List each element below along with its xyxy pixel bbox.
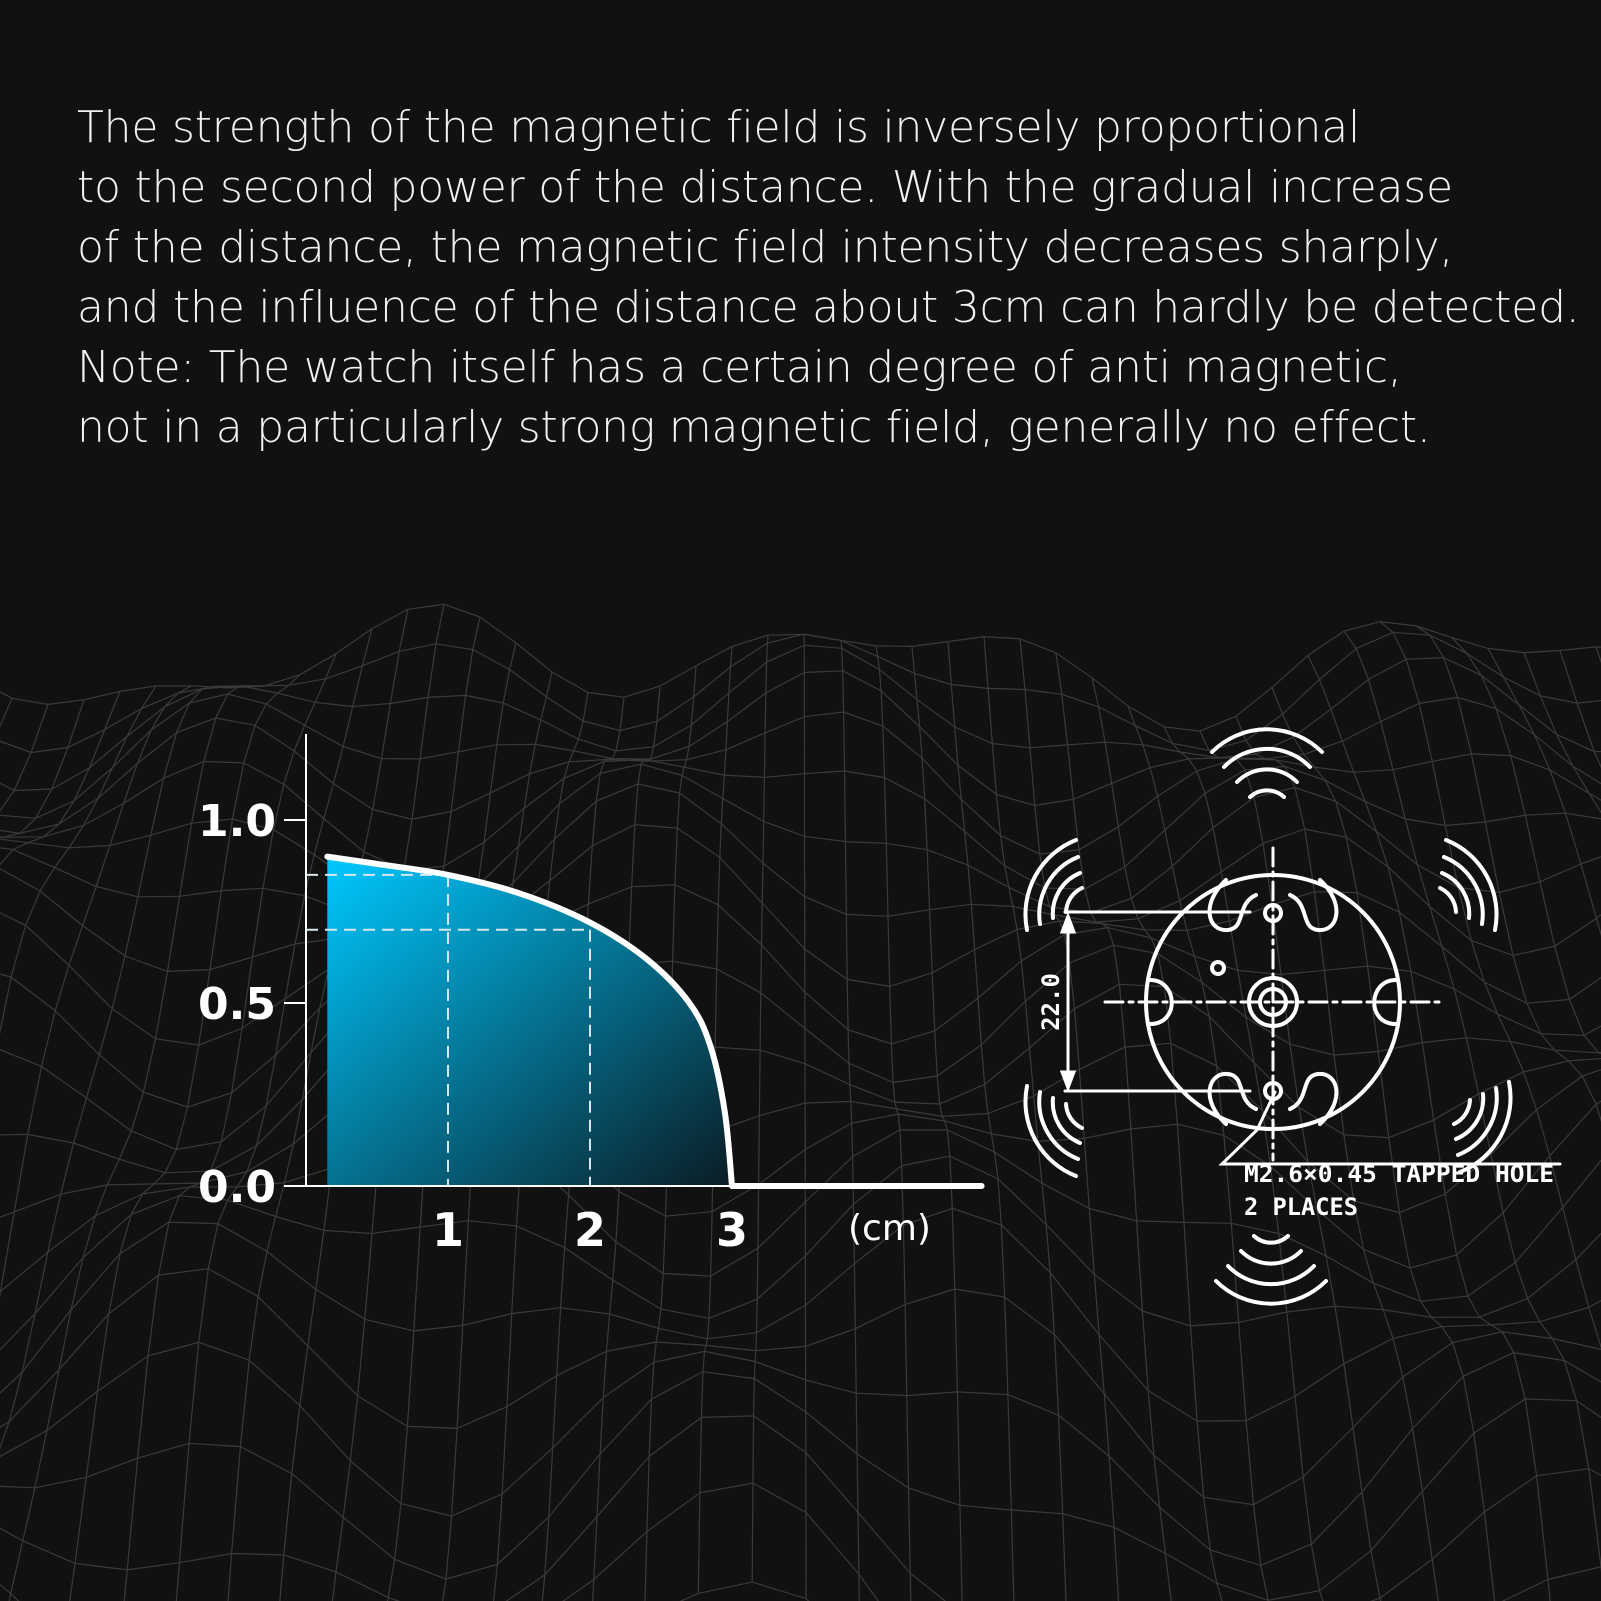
dimension-label: 22.0 <box>1037 973 1065 1031</box>
y-tick-label: 0.5 <box>198 979 276 1030</box>
magnet-diagram <box>1025 729 1560 1303</box>
signal-waves-top-icon <box>1212 729 1322 797</box>
signal-waves-lower-right-icon <box>1454 1082 1511 1172</box>
description-line: and the influence of the distance about 3cm can hardly be detected. <box>77 282 1580 333</box>
x-axis-unit-label: (cm) <box>848 1208 931 1249</box>
description-line: of the distance, the magnetic field intensity decreases sharply, <box>77 222 1454 273</box>
description-line: The strength of the magnetic field is inversely proportional <box>77 102 1361 153</box>
signal-waves-lower-left-icon <box>1025 1086 1082 1176</box>
diagram-note-hole: M2.6×0.45 TAPPED HOLE <box>1244 1160 1554 1188</box>
signal-waves-upper-right-icon <box>1440 840 1497 930</box>
description-line: to the second power of the distance. With the gradual increase <box>77 162 1453 213</box>
y-tick-label: 1.0 <box>198 796 276 847</box>
x-tick-label: 2 <box>573 1203 607 1257</box>
description-line: not in a particularly strong magnetic field, generally no effect. <box>77 402 1431 453</box>
center-lines <box>1105 848 1440 1160</box>
x-tick-label: 1 <box>431 1203 465 1257</box>
signal-waves-bottom-icon <box>1216 1236 1326 1304</box>
description-line: Note: The watch itself has a certain degree of anti magnetic, <box>77 342 1402 393</box>
plot-area <box>198 734 982 1257</box>
signal-waves-upper-left-icon <box>1025 840 1082 930</box>
x-tick-label: 3 <box>715 1203 749 1257</box>
dimension-lines <box>1062 912 1560 1164</box>
area-fill <box>327 857 732 1186</box>
diagram-note-places: 2 PLACES <box>1244 1193 1358 1221</box>
y-tick-label: 0.0 <box>198 1162 276 1213</box>
